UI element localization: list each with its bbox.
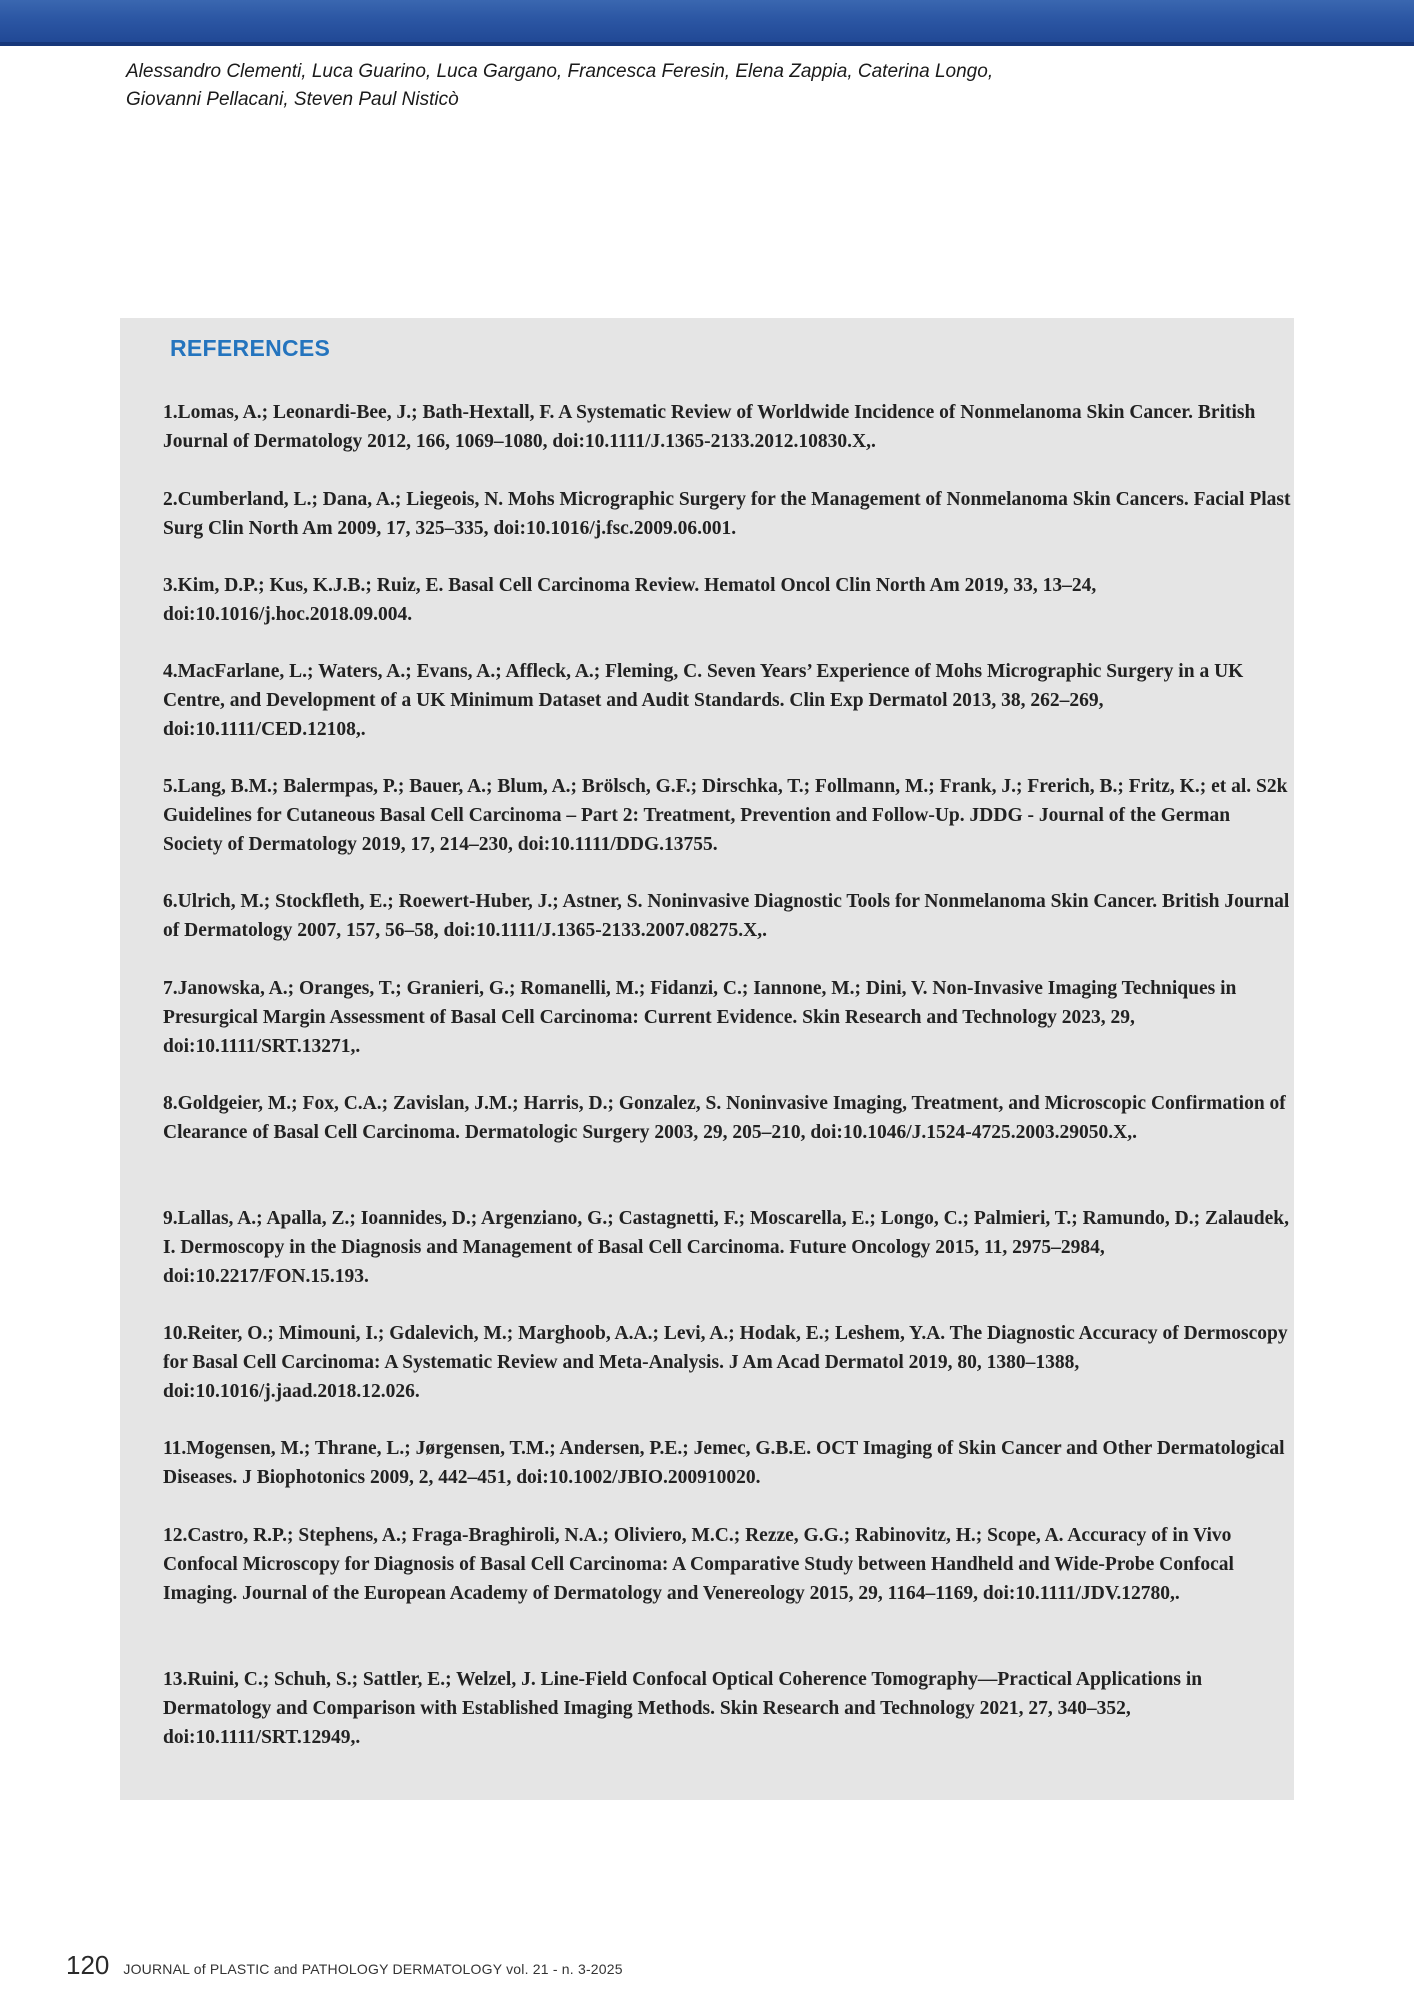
references-heading: REFERENCES — [170, 335, 331, 361]
reference-item-5: 5.Lang, B.M.; Balermpas, P.; Bauer, A.; Blum, A.; Brölsch, G.F.; Dirschka, T.; Follmann, M.; Frank, J.; Frerich, B.; Fritz, K.; et al. S2k Guidelines for Cutaneous Basal Cell Carcinoma – Part 2: Treatment, Prevention and Follow-Up. JDDG - Journal of the German Society of Dermatology 2019, 17, 214–230, doi:10.1111/DDG.13755. — [163, 776, 1288, 855]
reference-item-10: 10.Reiter, O.; Mimouni, I.; Gdalevich, M.; Marghoob, A.A.; Levi, A.; Hodak, E.; Leshem, Y.A. The Diagnostic Accuracy of Dermoscopy for Basal Cell Carcinoma: A Systematic Review and Meta-Analysis. J Am Acad Dermatol 2019, 80, 1380–1388, doi:10.1016/j.jaad.2018.12.026. — [163, 1323, 1288, 1402]
reference-item-9: 9.Lallas, A.; Apalla, Z.; Ioannides, D.; Argenziano, G.; Castagnetti, F.; Moscarella, E.; Longo, C.; Palmieri, T.; Ramundo, D.; Zalaudek, I. Dermoscopy in the Diagnosis and Management of Basal Cell Carcinoma. Future Oncology 2015, 11, 2975–2984, doi:10.2217/FON.15.193. — [163, 1208, 1289, 1287]
author-list — [126, 58, 1126, 114]
reference-item-3: 3.Kim, D.P.; Kus, K.J.B.; Ruiz, E. Basal Cell Carcinoma Review. Hematol Oncol Clin North Am 2019, 33, 13–24, doi:10.1016/j.hoc.2018.09.004. — [163, 575, 1097, 625]
reference-item-12: 12.Castro, R.P.; Stephens, A.; Fraga-Braghiroli, N.A.; Oliviero, M.C.; Rezze, G.G.; Rabinovitz, H.; Scope, A. Accuracy of in Vivo Confocal Microscopy for Diagnosis of Basal Cell Carcinoma: A Comparative Study between Handheld and Wide-Probe Confocal Imaging. Journal of the European Academy of Dermatology and Venereology 2015, 29, 1164–1169, doi:10.1111/JDV.12780,. — [163, 1525, 1234, 1604]
reference-item-4: 4.MacFarlane, L.; Waters, A.; Evans, A.; Affleck, A.; Fleming, C. Seven Years’ Experience of Mohs Micrographic Surgery in a UK Centre, and Development of a UK Minimum Dataset and Audit Standards. Clin Exp Dermatol 2013, 38, 262–269, doi:10.1111/CED.12108,. — [163, 661, 1244, 740]
reference-item-7: 7.Janowska, A.; Oranges, T.; Granieri, G.; Romanelli, M.; Fidanzi, C.; Iannone, M.; Dini, V. Non-Invasive Imaging Techniques in Presurgical Margin Assessment of Basal Cell Carcinoma: Current Evidence. Skin Research and Technology 2023, 29, doi:10.1111/SRT.13271,. — [163, 978, 1237, 1057]
reference-item-1: 1.Lomas, A.; Leonardi-Bee, J.; Bath-Hextall, F. A Systematic Review of Worldwide Incidence of Nonmelanoma Skin Cancer. British Journal of Dermatology 2012, 166, 1069–1080, doi:10.1111/J.1365-2133.2012.10830.X,. — [163, 402, 1256, 452]
authors-line-2: Giovanni Pellacani, Steven Paul Nisticò — [126, 89, 459, 110]
header-bar — [0, 0, 1414, 46]
journal-name: JOURNAL of PLASTIC and PATHOLOGY DERMATOLOGY vol. 21 - n. 3-2025 — [123, 1961, 623, 1977]
reference-item-8: 8.Goldgeier, M.; Fox, C.A.; Zavislan, J.M.; Harris, D.; Gonzalez, S. Noninvasive Imaging, Treatment, and Microscopic Confirmation of Clearance of Basal Cell Carcinoma. Dermatologic Surgery 2003, 29, 205–210, doi:10.1046/J.1524-4725.2003.29050.X,. — [163, 1093, 1286, 1143]
reference-item-2: 2.Cumberland, L.; Dana, A.; Liegeois, N. Mohs Micrographic Surgery for the Management of Nonmelanoma Skin Cancers. Facial Plast Surg Clin North Am 2009, 17, 325–335, doi:10.1016/j.fsc.2009.06.001. — [163, 489, 1291, 539]
page-number: 120 — [66, 1950, 110, 1980]
reference-item-11: 11.Mogensen, M.; Thrane, L.; Jørgensen, T.M.; Andersen, P.E.; Jemec, G.B.E. OCT Imaging of Skin Cancer and Other Dermatological Diseases. J Biophotonics 2009, 2, 442–451, doi:10.1002/JBIO.200910020. — [163, 1438, 1285, 1488]
page-footer — [66, 1950, 866, 1986]
reference-item-6: 6.Ulrich, M.; Stockfleth, E.; Roewert-Huber, J.; Astner, S. Noninvasive Diagnostic Tools for Nonmelanoma Skin Cancer. British Journal of Dermatology 2007, 157, 56–58, doi:10.1111/J.1365-2133.2007.08275.X,. — [163, 891, 1290, 941]
authors-line-1: Alessandro Clementi, Luca Guarino, Luca Gargano, Francesca Feresin, Elena Zappia, Caterina Longo, — [126, 61, 994, 82]
reference-item-13: 13.Ruini, C.; Schuh, S.; Sattler, E.; Welzel, J. Line-Field Confocal Optical Coherence Tomography—Practical Applications in Dermatology and Comparison with Established Imaging Methods. Skin Research and Technology 2021, 27, 340–352, doi:10.1111/SRT.12949,. — [163, 1669, 1203, 1748]
